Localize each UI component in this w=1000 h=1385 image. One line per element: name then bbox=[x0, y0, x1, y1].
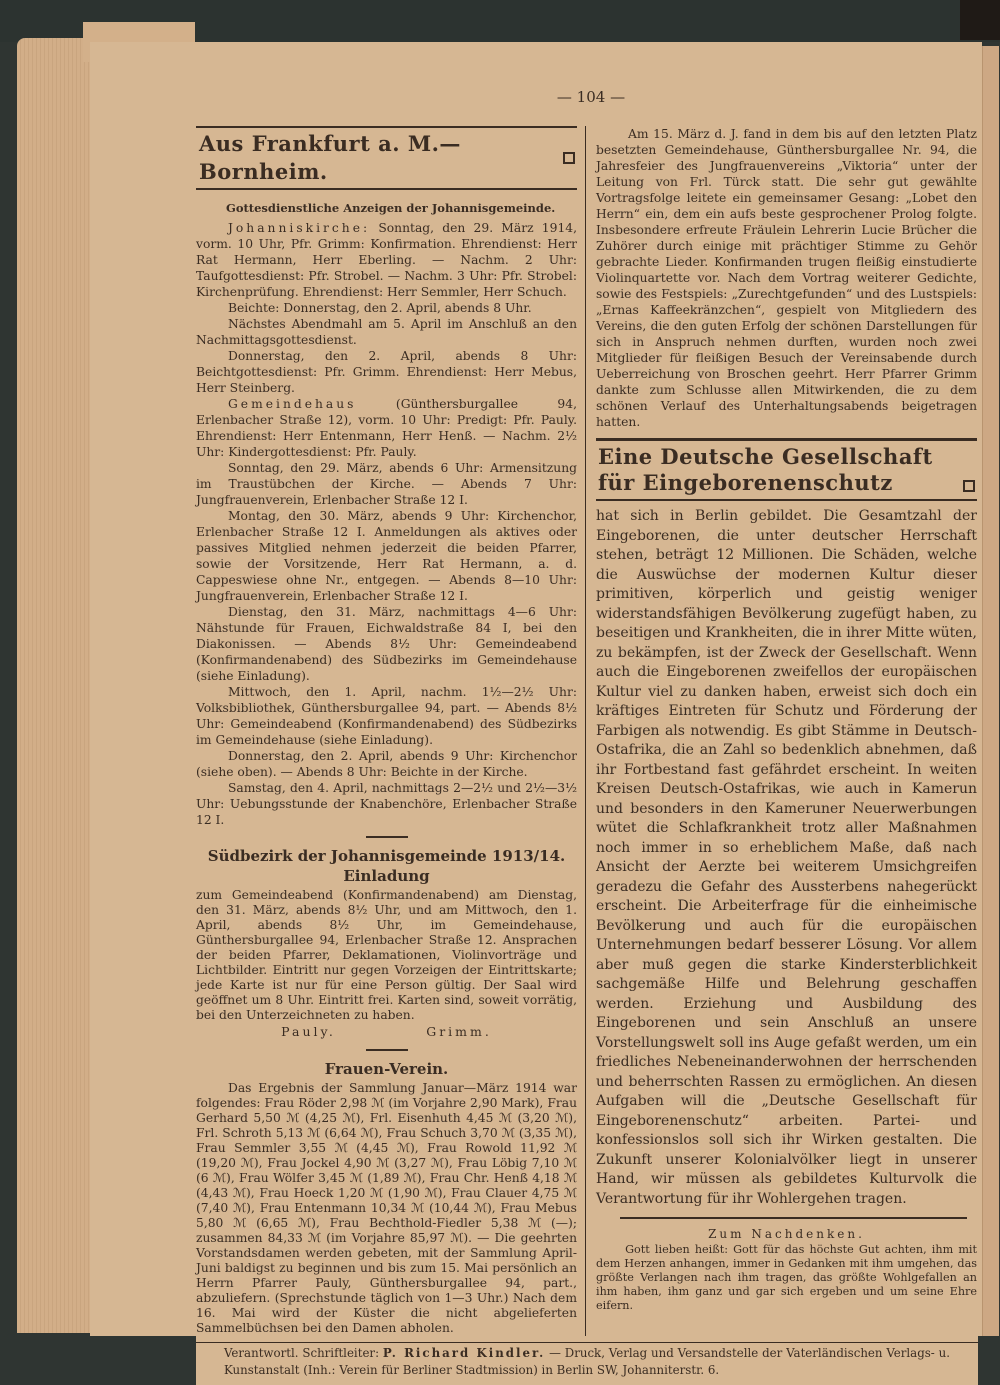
page-number: — 104 — bbox=[556, 88, 626, 106]
notice-paragraph: Mittwoch, den 1. April, nachm. 1½—2½ Uhr: Volksbibliothek, Günthersburgallee 94, part. — Abends 8½ Uhr: Gemeindeabend (Konfirmandenabend) des Südbezirks im Gemeindehause (siehe Einladung). bbox=[196, 685, 577, 747]
notice-paragraph: Donnerstag, den 2. April, abends 8 Uhr: Beichtgottesdienst: Pfr. Grimm. Ehrendienst: Herr Mebus, Herr Steinberg. bbox=[196, 349, 577, 395]
next-page-edge bbox=[982, 46, 999, 1336]
signature-grimm: Grimm. bbox=[426, 1024, 492, 1039]
square-ornament-icon bbox=[563, 152, 575, 164]
notice-paragraph: Sonntag, den 29. März, abends 6 Uhr: Armensitzung im Traustübchen der Kirche. — Abends 7 Uhr: Jungfrauenverein, Erlenbacher Straße 12 I. bbox=[196, 461, 577, 507]
columns bbox=[196, 126, 978, 1336]
notices-subheadline: Gottesdienstliche Anzeigen der Johannisgemeinde. bbox=[226, 201, 556, 215]
book-cover-corner bbox=[960, 0, 1000, 40]
notice-paragraph: Nächstes Abendmahl am 5. April im Anschluß an den Nachmittagsgottesdienst. bbox=[196, 317, 577, 347]
section-divider bbox=[366, 1049, 408, 1051]
left-headline: Aus Frankfurt a. M.—Bornheim. bbox=[196, 128, 577, 188]
article-body: hat sich in Berlin gebildet. Die Gesamtzahl der Eingeborenen, die unter deutscher Herrschaft stehen, beträgt 12 Millionen. Die Schäden, welche die Auswüchse der modernen Kultur dieser primitiven, körperlich und geistig weniger widerstandsfähigen Bevölkerung zugefügt haben, zu beseitigen und Krankheiten, die in ihrer Mitte wüten, zu bekämpfen, ist der Zweck der Gesellschaft. Wenn auch die Eingeborenen zweifellos der europäischen Kultur viel zu danken haben, erweist sich doch ein kräftiges Eintreten für Schutz und Förderung der Farbigen als notwendig. Es gibt Stämme in Deutsch-Ostafrika, die an Zahl so bedenklich abnehmen, daß ihr Fortbestand fast gefährdet erscheint. In weiten Kreisen Deutsch-Ostafrikas, wie auch in Kamerun und besonders in den Kameruner Neuerwerbungen wütet die Schlafkrankheit trotz aller Maßnahmen noch immer in so erheblichem Maße, daß nach Ansicht der Aerzte bei weiterem Umsichgreifen geradezu die Gefahr des Aussterbens nahegerückt erscheint. Die Arbeiterfrage für die einheimische Bevölkerung und auch für die europäischen Unternehmungen bedarf besserer Lösung. Vor allem aber muß gegen die starke Kindersterblichkeit sachgemäße Hilfe und Belehrung geschaffen werden. Erziehung und Ausbildung des Eingeborenen und sein Anschluß an unsere Vorstellungswelt soll ins Auge gefaßt werden, um ein friedliches Nebeneinanderwohnen der herrschenden und beherrschten Rassen zu ermöglichen. An diesen Aufgaben will die „Deutsche Gesellschaft für Eingeborenenschutz“ arbeiten. Partei- und konfessionslos soll sich ihr Wirken gestalten. Die Zukunft unserer Kolonialvölker liegt in unserer Hand, wir müssen als gebildetes Kulturvolk die Verantwortung für ihr Wohlergehen tragen. bbox=[596, 508, 977, 1207]
frauenverein-title: Frauen-Verein. bbox=[324, 1060, 449, 1078]
right-column bbox=[586, 126, 977, 1336]
signatures bbox=[196, 1023, 577, 1041]
square-ornament-icon bbox=[963, 480, 975, 492]
notice-paragraph: Montag, den 30. März, abends 9 Uhr: Kirchenchor, Erlenbacher Straße 12 I. Anmeldungen als aktives oder passives Mitglied nehmen jederzeit die beiden Pfarrer, sowie der Vorsitzende, Herr Rat Hermann, a. d. Cappeswiese ohne Nr., entgegen. — Abends 8—10 Uhr: Jungfrauenverein, Erlenbacher Straße 12 I. bbox=[196, 509, 577, 603]
section-divider bbox=[366, 836, 408, 838]
headline-rule-bottom bbox=[196, 188, 577, 190]
church-notices bbox=[196, 200, 577, 828]
page-content bbox=[196, 88, 978, 1385]
jungfrauenverein-report: Am 15. März d. J. fand in dem bis auf den letzten Platz besetzten Gemeindehause, Günthersburgallee Nr. 94, die Jahresfeier des Jungfrauenvereins „Viktoria“ unter der Leitung von Frl. Türck statt. Die sehr gut gewählte Vortragsfolge leitete ein gemeinsamer Gesang: „Lobet den Herrn“ ein, dem ein aufs beste gesprochener Prolog folgte. Insbesondere erfreute Fräulein Lehrerin Lucie Brücher die Zuhörer durch einige mit prächtiger Stimme zu Gehör gebrachte Lieder. Konfirmanden trugen fleißig einstudierte Violinquartette vor. Nach dem Vortrag weiterer Gedichte, sowie des Festspiels: „Zurechtgefunden“ und des Lustspiels: „Ernas Kaffeekränzchen“, gespielt von Mitgliedern des Vereins, die den guten Erfolg der schönen Darstellungen für sich in Anspruch nehmen durften, wurden noch zwei Mitglieder für fleißigen Besuch der Vereinsabende durch Ueberreichung von Broschen geehrt. Herr Pfarrer Grimm dankte zum Schlusse allen Mitwirkenden, die zu dem schönen Verlauf des Unterhaltungsabends beigetragen hatten. bbox=[596, 127, 977, 429]
invitation-subtitle: Einladung bbox=[343, 867, 430, 885]
invitation-body: zum Gemeindeabend (Konfirmandenabend) am Dienstag, den 31. März, abends 8½ Uhr, und am Mittwoch, den 1. April, abends 8½ Uhr, im Gemeindehause, Günthersburgallee 94, Erlenbacher Straße 12. Ansprachen der beiden Pfarrer, Deklamationen, Violinvorträge und Lichtbilder. Eintritt nur gegen Vorzeigen der Eintrittskarte; jede Karte ist nur für eine Person gültig. Der Saal wird geöffnet um 8 Uhr. Eintritt frei. Karten sind, soweit vorrätig, bei den Unterzeichneten zu haben. bbox=[196, 888, 577, 1022]
signature-pauly: Pauly. bbox=[281, 1024, 336, 1039]
notice-paragraph: Gemeindehaus (Günthersburgallee 94, Erlenbacher Straße 12), vorm. 10 Uhr: Predigt: Pfr. Pauly. Ehrendienst: Herr Entenmann, Herr Henß. — Nachm. 2½ Uhr: Kindergottesdienst: Pfr. Pauly. bbox=[196, 397, 577, 459]
imprint: Verantwortl. Schriftleiter: P. Richard Kindler. — Druck, Verlag und Versandstelle der Vaterländischen Verlags- u. Kunstanstalt (Inh.: Verein für Berliner Stadtmission) in Berlin SW, Johanniterstr. 6. bbox=[196, 1342, 978, 1379]
wavy-divider bbox=[620, 1217, 967, 1219]
article-rule-bottom bbox=[596, 499, 977, 501]
frauenverein-body: Das Ergebnis der Sammlung Januar—März 1914 war folgendes: Frau Röder 2,98 ℳ (im Vorjahre 2,90 Mark), Frau Gerhard 5,50 ℳ (4,25 ℳ), Frl. Eisenhuth 4,45 ℳ (3,20 ℳ), Frl. Schroth 5,13 ℳ (6,64 ℳ), Frau Schuch 3,70 ℳ (3,35 ℳ), Frau Semmler 3,55 ℳ (4,45 ℳ), Frau Rowold 11,92 ℳ (19,20 ℳ), Frau Jockel 4,90 ℳ (3,27 ℳ), Frau Löbig 7,10 ℳ (6 ℳ), Frau Wölfer 3,45 ℳ (1,89 ℳ), Frau Chr. Henß 4,18 ℳ (4,43 ℳ), Frau Hoeck 1,20 ℳ (1,90 ℳ), Frau Clauer 4,75 ℳ (7,40 ℳ), Frau Entenmann 10,34 ℳ (10,44 ℳ), Frau Mebus 5,80 ℳ (6,65 ℳ), Frau Bechthold-Fiedler 5,38 ℳ (—); zusammen 84,33 ℳ (im Vorjahre 85,97 ℳ). — Die geehrten Vorstandsdamen werden gebeten, mit der Sammlung April-Juni baldigst zu beginnen und bis zum 15. Mai persönlich an Herrn Pfarrer Pauly, Günthersburgallee 94, part., abzuliefern. (Sprechstunde täglich von 1—3 Uhr.) Nach dem 16. Mai wird der Küster die nicht abgelieferten Sammelbüchsen bei den Damen abholen. bbox=[196, 1081, 577, 1335]
reflection-title: Zum Nachdenken. bbox=[708, 1227, 865, 1241]
notice-paragraph: Beichte: Donnerstag, den 2. April, abends 8 Uhr. bbox=[227, 301, 532, 315]
editor-name: P. Richard Kindler. bbox=[382, 1346, 546, 1360]
invitation-title: Südbezirk der Johannisgemeinde 1913/14. bbox=[207, 847, 566, 865]
page-stack-edges bbox=[17, 38, 97, 1333]
notice-paragraph: Dienstag, den 31. März, nachmittags 4—6 Uhr: Nähstunde für Frauen, Eichwaldstraße 84 I, bei den Diakonissen. — Abends 8½ Uhr: Gemeindeabend (Konfirmandenabend) des Südbezirks im Gemeindehause (siehe Einladung). bbox=[196, 605, 577, 683]
article-headline: Eine Deutsche Gesellschaft für Eingeborenenschutz bbox=[596, 441, 977, 499]
left-column bbox=[196, 126, 586, 1336]
notice-paragraph: Donnerstag, den 2. April, abends 9 Uhr: Kirchenchor (siehe oben). — Abends 8 Uhr: Beichte in der Kirche. bbox=[196, 749, 577, 779]
notice-paragraph: Samstag, den 4. April, nachmittags 2—2½ und 2½—3½ Uhr: Uebungsstunde der Knabenchöre, Erlenbacher Straße 12 I. bbox=[196, 781, 577, 827]
reflection-body: Gott lieben heißt: Gott für das höchste Gut achten, ihm mit dem Herzen anhangen, immer in Gedanken mit ihm umgehen, das größte Verlangen nach ihm tragen, das größte Wohlgefallen an ihm haben, ihm ganz und gar sich ergeben und um seine Ehre eifern. bbox=[596, 1243, 977, 1312]
notice-paragraph: Johanniskirche: Sonntag, den 29. März 1914, vorm. 10 Uhr, Pfr. Grimm: Konfirmation. Ehrendienst: Herr Rat Hermann, Herr Eberling. — Nachm. 2 Uhr: Taufgottesdienst: Pfr. Strobel. — Nachm. 3 Uhr: Pfr. Strobel: Kirchenprüfung. Ehrendienst: Herr Semmler, Herr Schuch. bbox=[196, 221, 577, 299]
